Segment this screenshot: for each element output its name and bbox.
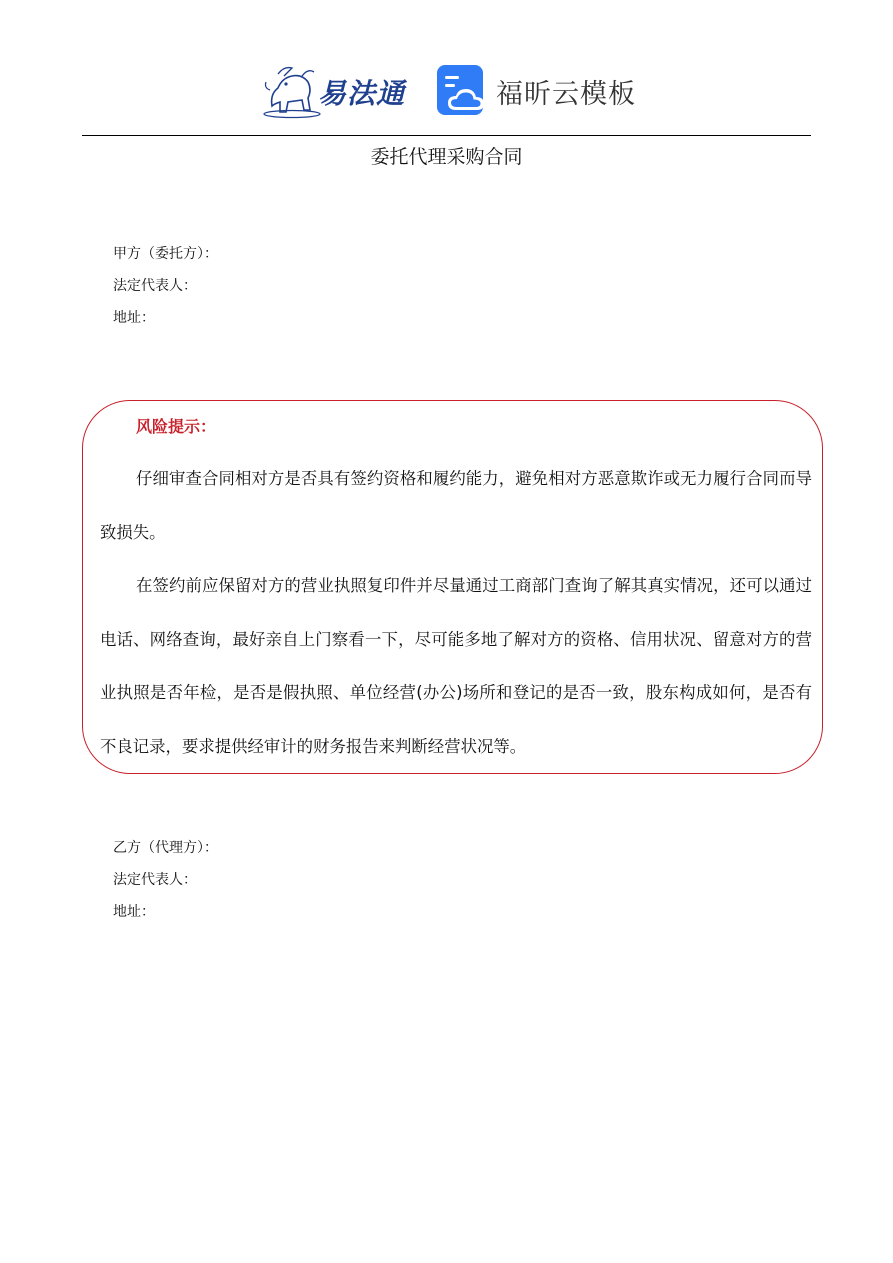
party-b-name-label: 乙方（代理方）： (113, 840, 218, 856)
yifatong-wordmark: 易法通 (318, 77, 406, 110)
header-divider (82, 135, 811, 136)
risk-paragraph: 在签约前应保留对方的营业执照复印件并尽量通过工商部门查询了解其真实情况，还可以通过电话、网络查询，最好亲自上门察看一下，尽可能多地了解对方的资格、信用状况、留意对方的营业执照是否年检，是否是假执照、单位经营(办公)场所和登记的是否一致，股东构成如何，是否有不良记录，要求提供经审计的财务报告来判断经营状况等。 (100, 576, 812, 756)
party-b-rep-label: 法定代表人： (113, 872, 197, 888)
foxit-wordmark: 福昕云模板 (496, 79, 636, 110)
yifatong-logo (262, 60, 414, 120)
risk-notice-body (100, 452, 812, 773)
party-a-rep-label: 法定代表人： (113, 278, 197, 294)
risk-notice-title: 风险提示： (136, 417, 217, 436)
party-a-block (113, 238, 218, 334)
foxit-cloud-template-logo (436, 64, 646, 118)
party-a-address-label: 地址： (113, 310, 155, 326)
party-b-address-label: 地址： (113, 904, 155, 920)
document-title: 委托代理采购合同 (370, 146, 523, 168)
party-a-name-label: 甲方（委托方）： (113, 246, 218, 262)
qilin-emblem-icon (262, 60, 322, 120)
party-b-block (113, 832, 218, 928)
cloud-document-icon (436, 64, 486, 116)
page-header (0, 58, 893, 124)
risk-paragraph: 仔细审查合同相对方是否具有签约资格和履约能力，避免相对方恶意欺诈或无力履行合同而导致损失。 (100, 469, 812, 542)
